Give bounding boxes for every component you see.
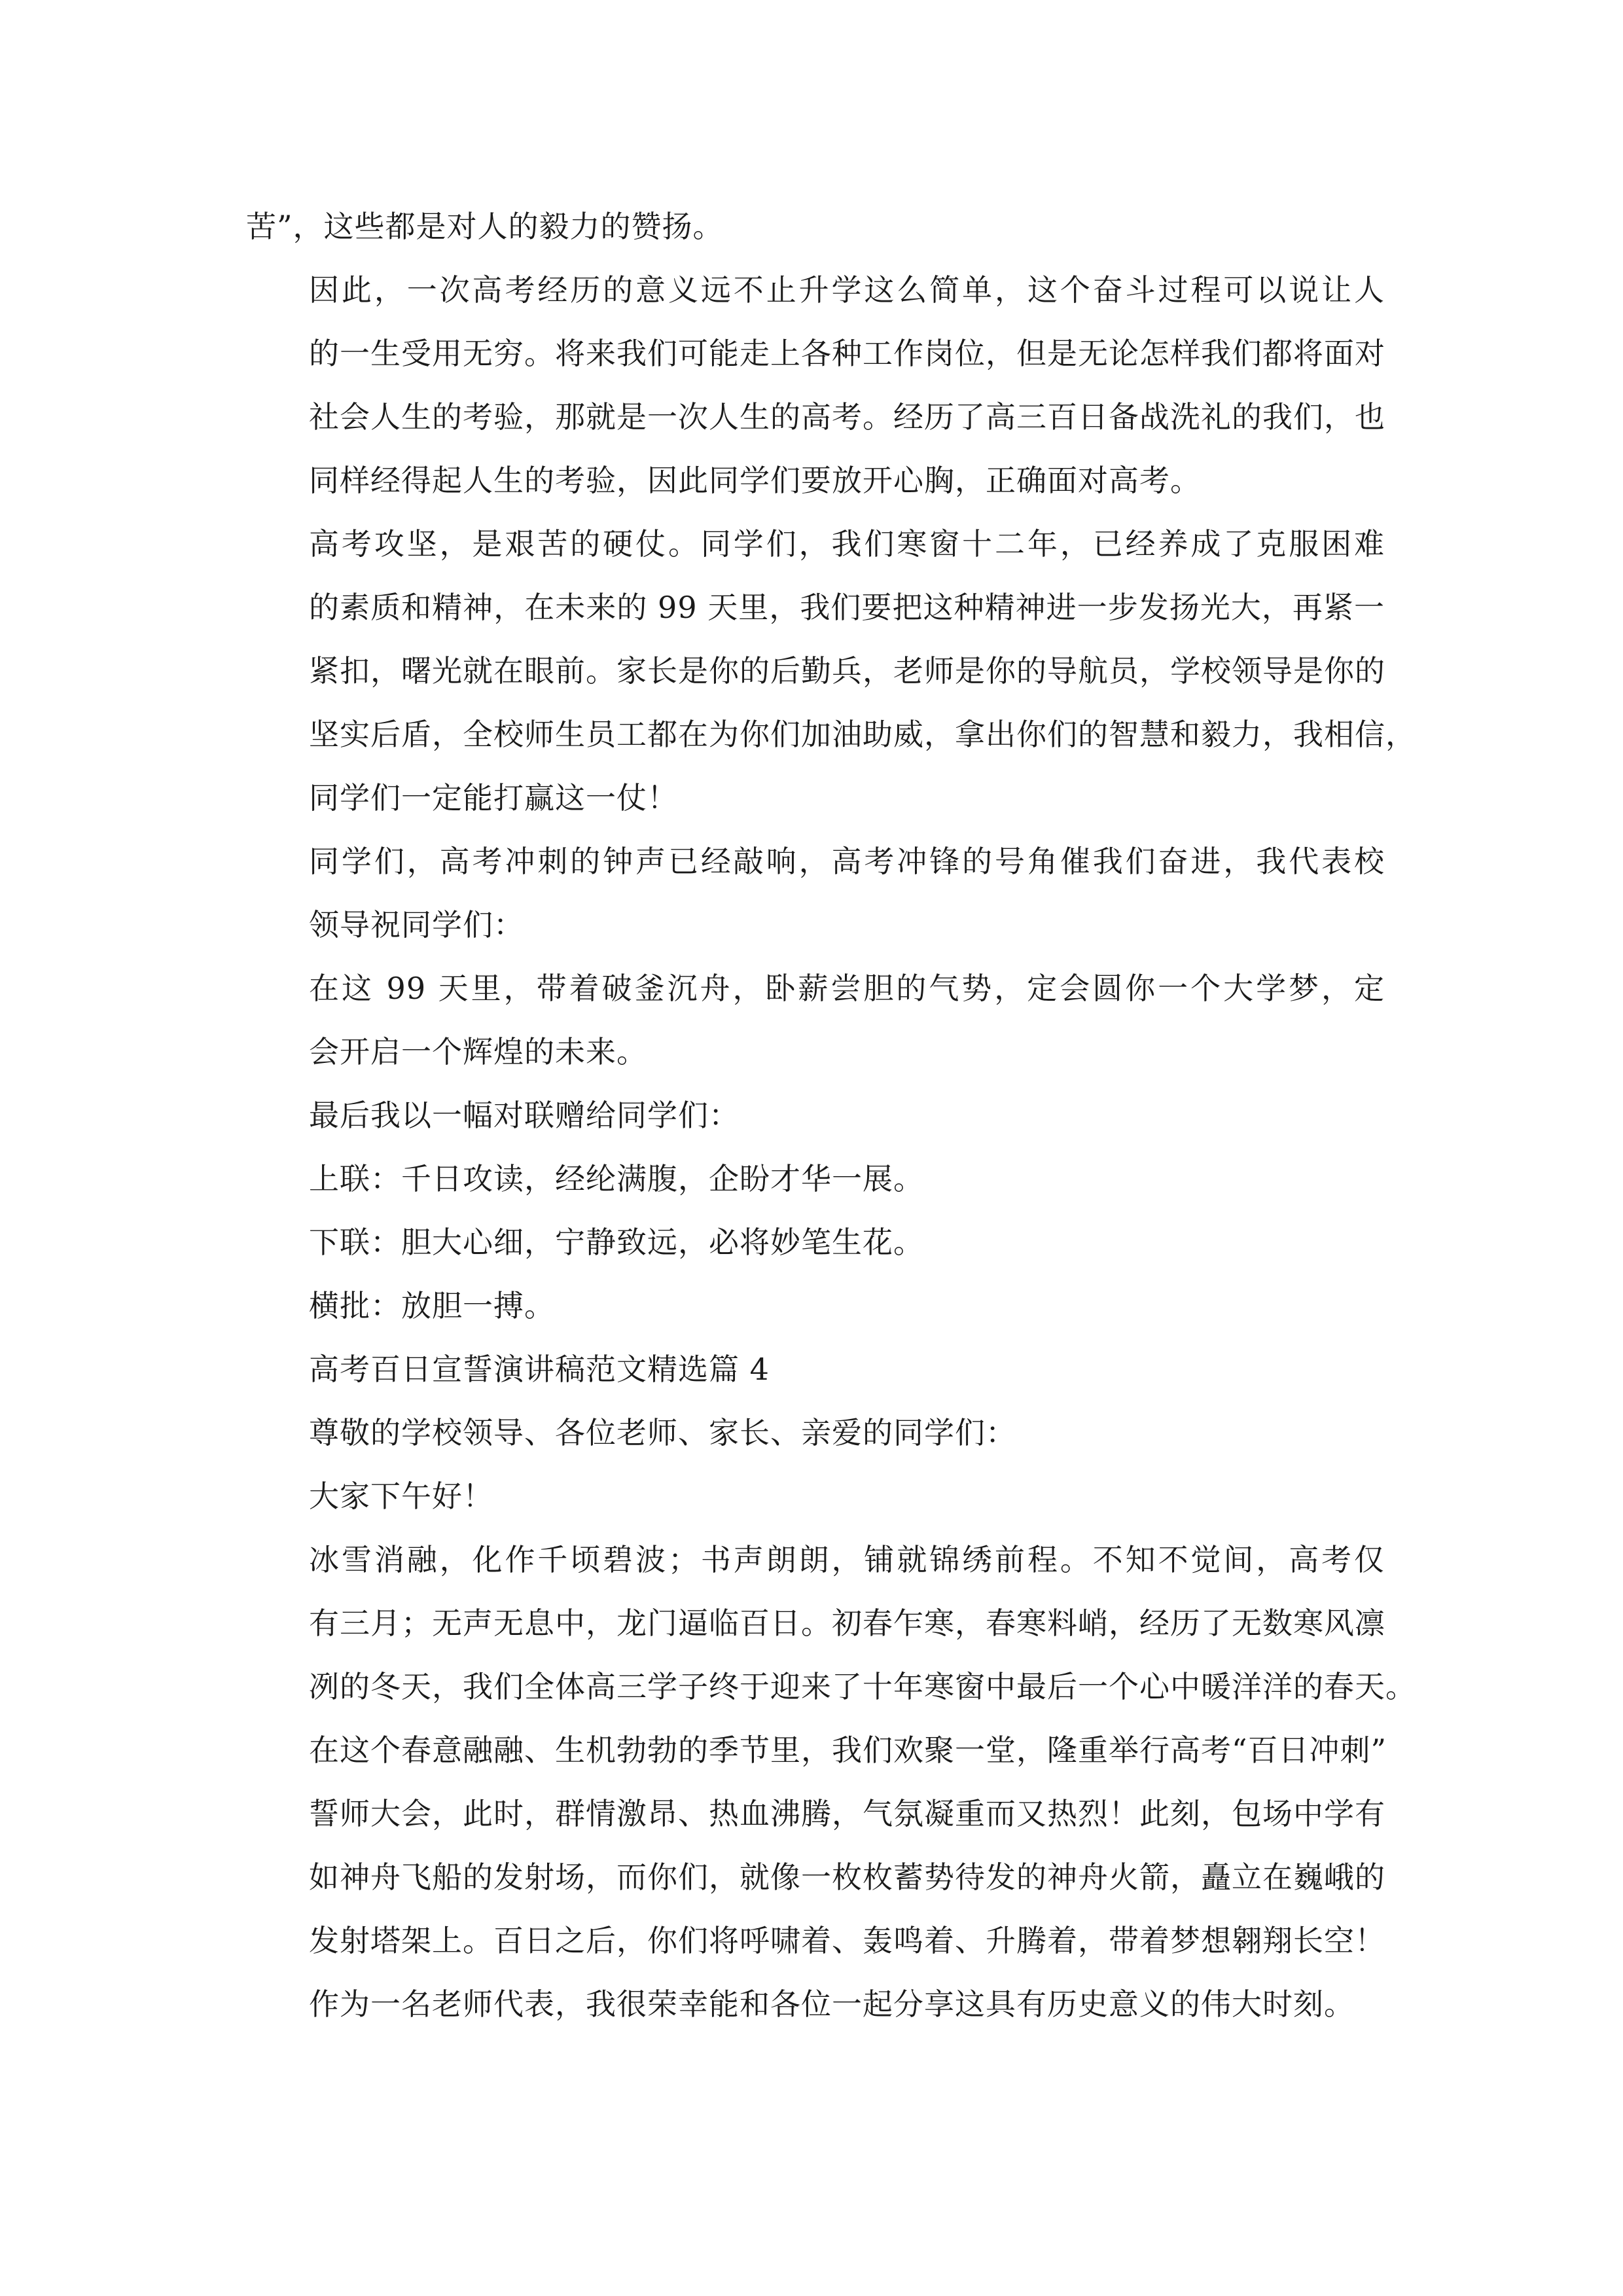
text-line: 在这 99 天里，带着破釜沉舟，卧薪尝胆的气势，定会圆你一个大学梦，定 xyxy=(309,971,1385,1006)
paragraph xyxy=(246,1211,1385,1274)
text-line: 会开启一个辉煌的未来。 xyxy=(309,1034,647,1069)
paragraph xyxy=(246,512,1416,830)
text-line: 高考百日宣誓演讲稿范文精选篇 4 xyxy=(309,1352,770,1387)
text-line: 有三月；无声无息中，龙门逼临百日。初春乍寒，春寒料峭，经历了无数寒风凛 xyxy=(309,1605,1385,1641)
paragraph xyxy=(246,1274,1385,1338)
paragraph xyxy=(246,1401,1385,1465)
text-line: 同学们一定能打赢这一仗！ xyxy=(309,780,678,816)
paragraph xyxy=(246,1528,1416,1973)
text-line: 因此，一次高考经历的意义远不止升学这么简单，这个奋斗过程可以说让人 xyxy=(309,272,1385,308)
text-line: 苦”，这些都是对人的毅力的赞扬。 xyxy=(246,209,724,244)
text-line: 同学们，高考冲刺的钟声已经敲响，高考冲锋的号角催我们奋进，我代表校 xyxy=(309,844,1385,879)
text-line: 冰雪消融，化作千顷碧波；书声朗朗，铺就锦绣前程。不知不觉间，高考仅 xyxy=(309,1542,1385,1577)
paragraph xyxy=(246,1465,1385,1528)
text-line: 誓师大会，此时，群情激昂、热血沸腾，气氛凝重而又热烈！此刻，包场中学有 xyxy=(309,1796,1385,1831)
text-line: 在这个春意融融、生机勃勃的季节里，我们欢聚一堂，隆重举行高考“百日冲刺” xyxy=(309,1732,1387,1768)
paragraph xyxy=(246,830,1385,957)
text-line: 下联：胆大心细，宁静致远，必将妙笔生花。 xyxy=(309,1225,924,1260)
text-line: 大家下午好！ xyxy=(309,1479,493,1514)
text-line: 横批：放胆一搏。 xyxy=(309,1288,555,1323)
paragraph xyxy=(246,195,1385,259)
text-line: 高考攻坚，是艰苦的硬仗。同学们，我们寒窗十二年，已经养成了克服困难 xyxy=(309,526,1385,562)
text-line: 如神舟飞船的发射场，而你们，就像一枚枚蓄势待发的神舟火箭，矗立在巍峨的 xyxy=(309,1859,1385,1895)
text-line: 坚实后盾，全校师生员工都在为你们加油助威，拿出你们的智慧和毅力，我相信， xyxy=(309,717,1416,752)
paragraph xyxy=(246,1147,1385,1211)
text-line: 冽的冬天，我们全体高三学子终于迎来了十年寒窗中最后一个心中暖洋洋的春天。 xyxy=(309,1669,1416,1704)
text-line: 的素质和精神，在未来的 99 天里，我们要把这种精神进一步发扬光大，再紧一 xyxy=(309,590,1385,625)
text-line: 紧扣，曙光就在眼前。家长是你的后勤兵，老师是你的导航员，学校领导是你的 xyxy=(309,653,1385,689)
paragraph xyxy=(246,957,1385,1084)
text-line: 作为一名老师代表，我很荣幸能和各位一起分享这具有历史意义的伟大时刻。 xyxy=(309,1986,1355,2022)
text-line: 社会人生的考验，那就是一次人生的高考。经历了高三百日备战洗礼的我们，也 xyxy=(309,399,1385,435)
text-line: 的一生受用无穷。将来我们可能走上各种工作岗位，但是无论怎样我们都将面对 xyxy=(309,336,1385,371)
text-line: 同样经得起人生的考验，因此同学们要放开心胸，正确面对高考。 xyxy=(309,463,1201,498)
paragraph xyxy=(246,259,1385,512)
text-line: 发射塔架上。百日之后，你们将呼啸着、轰鸣着、升腾着，带着梦想翱翔长空！ xyxy=(309,1923,1385,1958)
paragraph xyxy=(246,1973,1385,2036)
paragraph xyxy=(246,1084,1385,1147)
paragraph xyxy=(246,1338,1385,1401)
text-line: 领导祝同学们： xyxy=(309,907,524,942)
text-line: 上联：千日攻读，经纶满腹，企盼才华一展。 xyxy=(309,1161,924,1196)
text-line: 尊敬的学校领导、各位老师、家长、亲爱的同学们： xyxy=(309,1415,1016,1450)
document-body xyxy=(246,195,1416,2036)
text-line: 最后我以一幅对联赠给同学们： xyxy=(309,1098,740,1133)
